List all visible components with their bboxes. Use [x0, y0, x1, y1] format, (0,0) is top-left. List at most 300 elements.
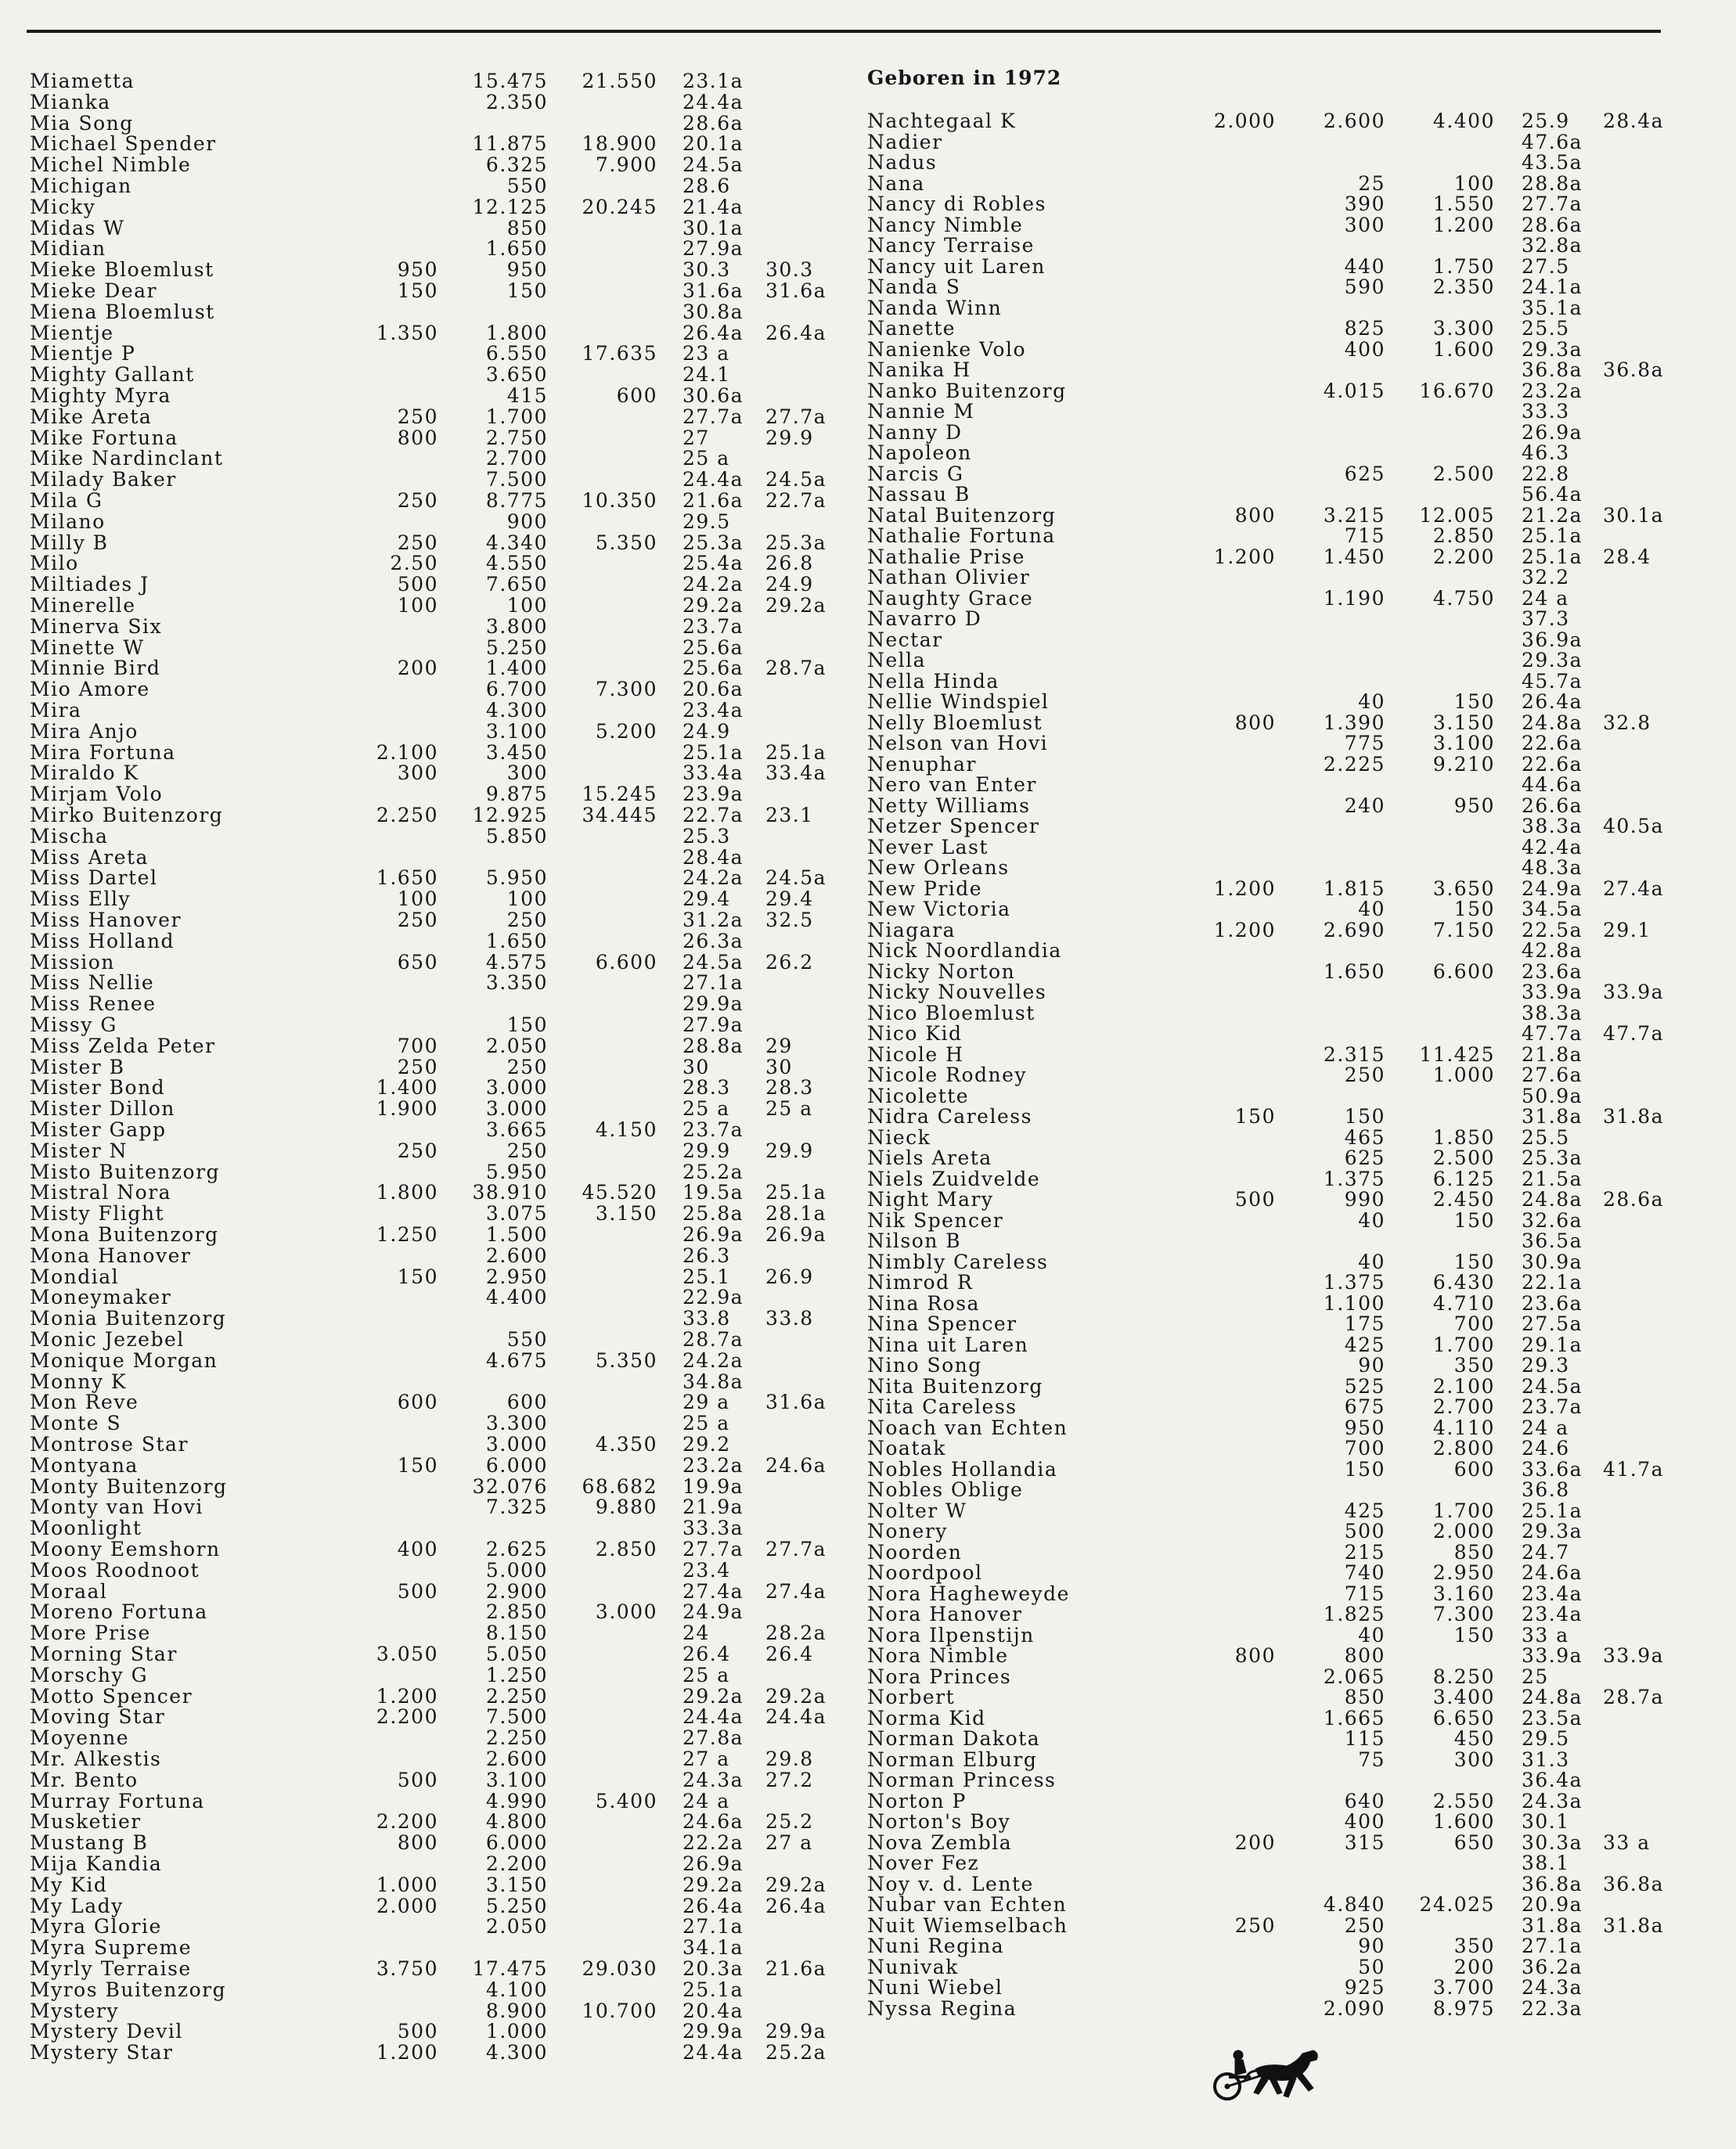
cell-rec1: 27.1a	[1522, 1935, 1583, 1957]
cell-c1: 3.750	[376, 1957, 438, 1980]
cell-c2: 17.475	[472, 1957, 548, 1980]
cell-rec2: 27.4a	[765, 1579, 827, 1603]
cell-c3: 21.550	[582, 70, 657, 92]
cell-rec1: 26.4a	[1522, 690, 1583, 713]
table-row	[0, 1147, 1736, 1168]
cell-c2: 625	[1344, 462, 1385, 485]
cell-name: Michael Spender	[30, 132, 217, 156]
cell-c2: 6.550	[485, 342, 548, 365]
cell-name: Nanda Winn	[867, 296, 1003, 319]
cell-rec1: 19.5a	[683, 1181, 744, 1204]
cell-rec1: 27.9a	[683, 1013, 744, 1036]
cell-rec1: 22.2a	[683, 1831, 744, 1855]
cell-name: Norton P	[867, 1789, 967, 1812]
cell-name: Monty van Hovi	[30, 1496, 203, 1519]
cell-c1: 1.350	[376, 321, 438, 344]
table-row	[0, 940, 1736, 961]
cell-c2: 5.850	[485, 824, 548, 848]
cell-c2: 2.700	[485, 447, 548, 470]
cell-name: Montyana	[30, 1453, 139, 1477]
table-row	[0, 898, 1736, 920]
cell-rec1: 22.6a	[1522, 732, 1583, 754]
top-rule	[27, 30, 1661, 33]
cell-name: Micky	[30, 195, 96, 218]
cell-rec1: 24.8a	[1522, 711, 1583, 734]
cell-c2: 825	[1344, 317, 1385, 340]
cell-name: Miena Bloemlust	[30, 300, 215, 323]
cell-c2: 950	[506, 258, 548, 282]
cell-rec2: 32.8	[1603, 711, 1651, 734]
cell-name: Miss Renee	[30, 992, 157, 1016]
cell-rec1: 30.3	[683, 258, 731, 282]
cell-name: Minerelle	[30, 594, 136, 617]
cell-rec1: 27.7a	[683, 405, 744, 428]
cell-rec1: 29.9a	[683, 2020, 744, 2043]
cell-rec1: 34.8a	[683, 1370, 744, 1393]
cell-rec2: 25.3a	[765, 531, 827, 554]
cell-c2: 4.300	[485, 2041, 548, 2064]
cell-name: Mona Buitenzorg	[30, 1223, 219, 1246]
cell-name: Nimrod R	[867, 1271, 974, 1294]
table-row	[0, 1663, 1736, 1688]
cell-c3: 5.350	[595, 1348, 657, 1372]
cell-rec1: 24.4a	[683, 90, 744, 113]
cell-rec1: 25.1a	[1522, 545, 1583, 568]
cell-rec1: 33.3	[1522, 400, 1570, 423]
cell-rec1: 33.8	[683, 1307, 731, 1330]
cell-rec2: 29.2a	[765, 1873, 827, 1896]
cell-c1: 2.50	[390, 552, 438, 575]
cell-c3: 600	[616, 384, 657, 407]
cell-rec2: 30.3	[765, 258, 814, 282]
cell-c3: 4.710	[1432, 1291, 1495, 1315]
cell-rec1: 23.2a	[683, 1453, 744, 1477]
cell-c3: 1.750	[1432, 254, 1495, 278]
table-row	[0, 546, 1736, 567]
cell-c2: 4.990	[485, 1789, 548, 1812]
table-row	[0, 1769, 1736, 1791]
cell-rec1: 25.1a	[1522, 524, 1583, 547]
cell-rec2: 32.5	[765, 909, 814, 931]
cell-name: Nico Kid	[867, 1022, 963, 1045]
cell-c3: 3.650	[1432, 877, 1495, 900]
cell-rec2: 31.8a	[1603, 1913, 1665, 1937]
cell-c2: 4.300	[485, 699, 548, 722]
table-row	[0, 878, 1736, 899]
cell-c2: 8.775	[485, 489, 548, 512]
cell-c2: 2.200	[485, 1852, 548, 1875]
cell-name: Nolter W	[867, 1499, 967, 1522]
cell-c2: 1.100	[1323, 1291, 1385, 1315]
cell-c2: 7.650	[485, 573, 548, 596]
cell-name: Mon Reve	[30, 1391, 139, 1414]
cell-c3: 1.850	[1432, 1125, 1495, 1149]
cell-name: Nuit Wiemselbach	[867, 1913, 1068, 1937]
cell-rec1: 21.8a	[1522, 1042, 1583, 1066]
cell-name: Nellie Windspiel	[867, 690, 1050, 713]
cell-rec1: 29.3a	[1522, 337, 1583, 361]
table-row	[0, 1210, 1736, 1231]
cell-c3: 2.800	[1432, 1437, 1495, 1460]
cell-c2: 2.750	[485, 426, 548, 449]
table-row	[0, 1168, 1736, 1190]
cell-rec2: 26.9	[765, 1265, 814, 1288]
cell-name: Mighty Gallant	[30, 363, 195, 387]
cell-name: Navarro D	[867, 607, 982, 630]
cell-rec2: 28.3	[765, 1076, 814, 1100]
cell-c2: 4.575	[485, 950, 548, 974]
cell-rec1: 24.5a	[683, 950, 744, 974]
cell-rec1: 24.8a	[1522, 1188, 1583, 1211]
cell-name: Mister N	[30, 1139, 128, 1162]
cell-c2: 2.690	[1323, 918, 1385, 941]
cell-c3: 1.000	[1432, 1064, 1495, 1086]
cell-c2: 2.600	[1323, 110, 1385, 132]
cell-c3: 11.425	[1419, 1042, 1495, 1066]
cell-name: Mystery Star	[30, 2041, 174, 2064]
cell-name: Mister B	[30, 1055, 125, 1078]
cell-rec1: 34.5a	[1522, 898, 1583, 920]
cell-rec1: 38.1	[1522, 1852, 1570, 1874]
cell-c1: 2.100	[376, 740, 438, 764]
cell-c3: 4.110	[1432, 1416, 1495, 1439]
cell-name: Moneymaker	[30, 1286, 172, 1309]
cell-rec1: 24	[683, 1622, 710, 1645]
cell-name: Moreno Fortuna	[30, 1600, 208, 1624]
cell-c2: 390	[1344, 193, 1385, 215]
table-row	[0, 1874, 1736, 1895]
cell-c2: 850	[1344, 1686, 1385, 1708]
cell-rec2: 22.7a	[765, 489, 827, 512]
table-row	[0, 505, 1736, 526]
cell-rec1: 27.7a	[683, 1538, 744, 1560]
cell-rec2: 28.4	[1603, 545, 1651, 568]
cell-c2: 40	[1358, 1250, 1385, 1273]
cell-c1: 1.000	[376, 1873, 438, 1896]
table-row	[0, 1313, 1736, 1334]
cell-c2: 5.250	[485, 1894, 548, 1917]
cell-c1: 250	[397, 531, 438, 554]
cell-name: Nimbly Careless	[867, 1250, 1049, 1273]
cell-c3: 150	[1453, 690, 1495, 713]
cell-rec1: 21.6a	[683, 489, 744, 512]
cell-c2: 5.050	[485, 1643, 548, 1665]
cell-rec1: 29.3a	[1522, 649, 1583, 671]
cell-c2: 12.125	[472, 195, 548, 218]
cell-c2: 240	[1344, 794, 1385, 817]
cell-rec1: 33.4a	[683, 761, 744, 785]
cell-c2: 550	[506, 1328, 548, 1351]
cell-c3: 2.350	[1432, 275, 1495, 298]
cell-c3: 20.245	[582, 195, 657, 218]
table-row	[0, 629, 1736, 650]
cell-name: Norman Dakota	[867, 1727, 1041, 1750]
cell-c2: 15.475	[472, 70, 548, 92]
cell-rec1: 34.1a	[683, 1936, 744, 1960]
cell-rec2: 30.1a	[1603, 503, 1665, 527]
cell-c2: 3.215	[1323, 503, 1385, 527]
cell-rec1: 33.6a	[1522, 1457, 1583, 1481]
cell-rec1: 25.6a	[683, 657, 744, 680]
cell-rec1: 22.7a	[683, 804, 744, 826]
cell-name: Nidra Careless	[867, 1105, 1032, 1128]
cell-rec1: 22.1a	[1522, 1271, 1583, 1294]
cell-rec1: 27 a	[683, 1748, 730, 1770]
cell-rec2: 23.1	[765, 804, 814, 826]
cell-rec1: 27.6a	[1522, 1064, 1583, 1086]
cell-name: Mike Nardinclant	[30, 447, 224, 470]
cell-rec1: 25	[1522, 1665, 1549, 1688]
cell-name: Mister Gapp	[30, 1118, 167, 1141]
cell-name: Nova Zembla	[867, 1830, 1013, 1854]
cell-rec1: 27.7a	[1522, 193, 1583, 215]
cell-c1: 1.200	[376, 2041, 438, 2064]
cell-c2: 2.225	[1323, 752, 1385, 776]
cell-c3: 3.100	[1432, 732, 1495, 754]
cell-c2: 6.000	[485, 1831, 548, 1855]
cell-name: Norma Kid	[867, 1706, 986, 1730]
cell-c2: 3.350	[485, 971, 548, 995]
cell-c1: 400	[397, 1538, 438, 1560]
cell-rec1: 27.1a	[683, 971, 744, 995]
table-row	[0, 961, 1736, 982]
table-row	[0, 214, 1736, 236]
cell-name: Nelly Bloemlust	[867, 711, 1043, 734]
cell-c2: 2.250	[485, 1684, 548, 1708]
cell-c3: 600	[1453, 1457, 1495, 1481]
cell-c2: 4.840	[1323, 1893, 1385, 1916]
cell-name: Mira Anjo	[30, 719, 139, 743]
cell-c2: 600	[506, 1391, 548, 1414]
cell-c1: 1.650	[376, 866, 438, 890]
cell-name: Niels Areta	[867, 1146, 992, 1169]
cell-c1: 100	[397, 594, 438, 617]
table-row	[0, 1500, 1736, 1521]
cell-c2: 250	[506, 1055, 548, 1078]
cell-c2: 2.050	[485, 1915, 548, 1938]
cell-rec2: 33.4a	[765, 761, 827, 785]
cell-c2: 40	[1358, 1208, 1385, 1232]
cell-c1: 2.200	[376, 1810, 438, 1834]
cell-c1: 1.800	[376, 1181, 438, 1204]
cell-rec1: 25.1a	[1522, 1499, 1583, 1522]
cell-name: Nicky Norton	[867, 959, 1016, 983]
cell-rec1: 24.4a	[683, 468, 744, 491]
cell-name: Nanny D	[867, 420, 963, 444]
cell-c2: 5.950	[485, 866, 548, 890]
cell-name: Milly B	[30, 531, 109, 554]
cell-name: Monic Jezebel	[30, 1328, 185, 1351]
cell-name: Mira	[30, 699, 82, 722]
cell-name: Norbert	[867, 1686, 956, 1708]
cell-rec1: 29 a	[683, 1391, 730, 1414]
cell-name: Midian	[30, 237, 106, 261]
cell-rec1: 23.4a	[683, 699, 744, 722]
cell-name: Nyssa Regina	[867, 1996, 1017, 2020]
cell-rec2: 36.8a	[1603, 358, 1665, 381]
table-row	[0, 1355, 1736, 1376]
cell-name: Musketier	[30, 1810, 142, 1834]
cell-c2: 4.400	[485, 1286, 548, 1309]
cell-rec2: 31.8a	[1603, 1105, 1665, 1128]
cell-rec1: 23.7a	[683, 1118, 744, 1141]
cell-c3: 6.430	[1432, 1271, 1495, 1294]
cell-c2: 2.090	[1323, 1996, 1385, 2020]
cell-rec2: 25.1a	[765, 740, 827, 764]
cell-name: New Pride	[867, 877, 983, 900]
cell-rec2: 30	[765, 1055, 793, 1078]
cell-c2: 3.150	[485, 1873, 548, 1896]
cell-rec1: 26.4	[683, 1643, 731, 1665]
cell-name: Nathan Olivier	[867, 566, 1031, 589]
cell-rec1: 22.6a	[1522, 752, 1583, 776]
cell-name: Norman Elburg	[867, 1748, 1038, 1771]
cell-name: Nilson B	[867, 1229, 962, 1252]
cell-c1: 1.400	[376, 1076, 438, 1100]
table-row	[0, 1625, 1736, 1646]
cell-rec1: 30.1	[1522, 1810, 1570, 1833]
cell-c1: 600	[397, 1391, 438, 1414]
cell-rec1: 36.4a	[1522, 1769, 1583, 1791]
table-row	[0, 1417, 1736, 1438]
table-row	[0, 1956, 1736, 1978]
cell-c3: 950	[1453, 794, 1495, 817]
cell-name: Nicolette	[867, 1084, 970, 1107]
table-row	[0, 691, 1736, 712]
cell-rec1: 20.6a	[683, 678, 744, 701]
cell-c2: 3.000	[485, 1076, 548, 1100]
cell-name: Nadier	[867, 130, 943, 153]
cell-rec1: 45.7a	[1522, 669, 1583, 693]
cell-rec1: 24.6	[1522, 1437, 1570, 1460]
cell-c3: 5.200	[595, 719, 657, 743]
cell-c2: 1.375	[1323, 1271, 1385, 1294]
cell-c2: 925	[1344, 1976, 1385, 1999]
cell-c3: 7.150	[1432, 918, 1495, 941]
cell-c2: 900	[506, 509, 548, 533]
cell-c1: 1.200	[1213, 918, 1276, 941]
table-row	[0, 608, 1736, 629]
cell-rec1: 29.9	[683, 1139, 731, 1162]
cell-c1: 100	[397, 887, 438, 911]
table-row	[0, 130, 1736, 156]
cell-c1: 250	[397, 489, 438, 512]
cell-c2: 250	[1344, 1064, 1385, 1086]
cell-c3: 350	[1453, 1354, 1495, 1377]
cell-name: Moraal	[30, 1579, 108, 1603]
cell-name: Mission	[30, 950, 115, 974]
cell-name: Nella	[867, 649, 927, 671]
cell-c1: 800	[397, 1831, 438, 1855]
cell-c1: 950	[397, 258, 438, 282]
cell-c2: 950	[1344, 1416, 1385, 1439]
cell-c2: 465	[1344, 1125, 1385, 1149]
cell-rec2: 26.4	[765, 1643, 814, 1665]
cell-rec1: 24.4a	[683, 1705, 744, 1729]
cell-name: Norton's Boy	[867, 1810, 1011, 1833]
cell-rec2: 29.4	[765, 887, 814, 911]
table-row	[0, 774, 1736, 795]
cell-name: Monia Buitenzorg	[30, 1307, 227, 1330]
cell-c1: 700	[397, 1034, 438, 1057]
cell-rec2: 25.1a	[765, 1181, 827, 1204]
cell-c3: 9.210	[1432, 752, 1495, 776]
cell-rec1: 24.6a	[1522, 1561, 1583, 1584]
cell-c1: 500	[397, 2020, 438, 2043]
table-row	[0, 463, 1736, 484]
cell-rec2: 33.9a	[1603, 981, 1665, 1003]
cell-rec2: 27.7a	[765, 1538, 827, 1560]
cell-name: Nectar	[867, 628, 943, 651]
cell-c2: 3.100	[485, 719, 548, 743]
cell-c3: 150	[1453, 898, 1495, 920]
table-row	[0, 339, 1736, 360]
cell-name: Nicole H	[867, 1042, 964, 1066]
table-row	[0, 442, 1736, 463]
cell-c2: 38.910	[472, 1181, 548, 1204]
cell-c3: 2.950	[1432, 1561, 1495, 1584]
cell-rec1: 28.7a	[683, 1328, 744, 1351]
cell-rec2: 33.8	[765, 1307, 814, 1330]
cell-c2: 2.350	[485, 90, 548, 113]
cell-c3: 650	[1453, 1830, 1495, 1854]
cell-name: Mirko Buitenzorg	[30, 804, 224, 826]
cell-c1: 650	[397, 950, 438, 974]
cell-c3: 2.850	[595, 1538, 657, 1560]
cell-rec1: 24.3a	[1522, 1976, 1583, 1999]
table-row	[0, 1189, 1736, 1210]
table-row	[0, 256, 1736, 277]
cell-rec2: 33 a	[1603, 1830, 1651, 1854]
cell-rec1: 31.8a	[1522, 1913, 1583, 1937]
cell-c2: 8.900	[485, 1999, 548, 2022]
cell-c2: 2.850	[485, 1600, 548, 1624]
table-row	[0, 1728, 1736, 1749]
cell-c2: 1.815	[1323, 877, 1385, 900]
table-row	[0, 1479, 1736, 1500]
cell-c1: 500	[397, 1768, 438, 1791]
cell-name: Moos Roodnoot	[30, 1558, 200, 1582]
cell-c2: 3.000	[485, 1097, 548, 1121]
cell-c2: 32.076	[472, 1474, 548, 1498]
cell-rec1: 32.2	[1522, 566, 1570, 589]
cell-c2: 625	[1344, 1146, 1385, 1169]
cell-name: Noatak	[867, 1437, 946, 1460]
table-row	[0, 1334, 1736, 1355]
cell-c2: 1.375	[1323, 1167, 1385, 1190]
cell-rec1: 27	[683, 426, 710, 449]
cell-name: Never Last	[867, 835, 989, 859]
cell-c3: 24.025	[1419, 1893, 1495, 1916]
cell-rec2: 24.6a	[765, 1453, 827, 1477]
cell-rec1: 37.3	[1522, 607, 1570, 630]
cell-c3: 16.670	[1419, 379, 1495, 402]
cell-name: More Prise	[30, 1622, 151, 1645]
cell-c3: 2.450	[1432, 1188, 1495, 1211]
cell-c3: 100	[1453, 171, 1495, 195]
cell-c1: 500	[397, 1579, 438, 1603]
cell-c1: 250	[397, 1055, 438, 1078]
cell-name: Monty Buitenzorg	[30, 1474, 228, 1498]
cell-c2: 6.000	[485, 1453, 548, 1477]
cell-rec1: 24.9a	[683, 1600, 744, 1624]
table-row	[0, 1521, 1736, 1542]
cell-c2: 5.000	[485, 1558, 548, 1582]
cell-name: Nadus	[867, 151, 938, 174]
cell-c3: 2.500	[1432, 462, 1495, 485]
table-row	[0, 1064, 1736, 1085]
table-row	[0, 110, 1736, 131]
